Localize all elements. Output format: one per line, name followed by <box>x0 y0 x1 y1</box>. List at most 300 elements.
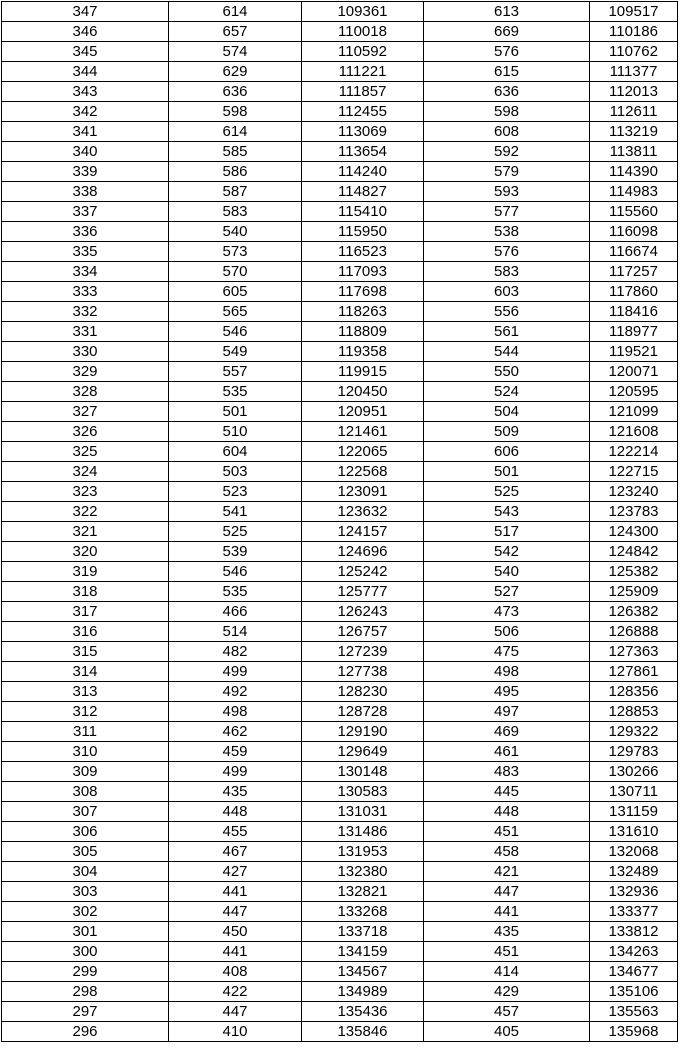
cumulative-cell-2: 135106 <box>590 982 678 1002</box>
cumulative-cell: 122568 <box>302 462 424 482</box>
cumulative-cell: 130148 <box>302 762 424 782</box>
cumulative-cell: 130583 <box>302 782 424 802</box>
cumulative-cell-2: 112013 <box>590 82 678 102</box>
count-cell-2: 506 <box>424 622 590 642</box>
score-cell: 315 <box>2 642 169 662</box>
score-cell: 307 <box>2 802 169 822</box>
score-cell: 302 <box>2 902 169 922</box>
cumulative-cell: 133268 <box>302 902 424 922</box>
cumulative-cell-2: 110762 <box>590 42 678 62</box>
count-cell: 514 <box>169 622 302 642</box>
cumulative-cell-2: 133812 <box>590 922 678 942</box>
table-row <box>2 1002 678 1022</box>
score-cell: 316 <box>2 622 169 642</box>
table-row <box>2 742 678 762</box>
count-cell-2: 550 <box>424 362 590 382</box>
count-cell-2: 473 <box>424 602 590 622</box>
cumulative-cell: 115410 <box>302 202 424 222</box>
cumulative-cell: 127239 <box>302 642 424 662</box>
count-cell-2: 603 <box>424 282 590 302</box>
cumulative-cell: 121461 <box>302 422 424 442</box>
cumulative-cell-2: 134263 <box>590 942 678 962</box>
count-cell-2: 435 <box>424 922 590 942</box>
table-row <box>2 282 678 302</box>
count-cell-2: 636 <box>424 82 590 102</box>
cumulative-cell: 113654 <box>302 142 424 162</box>
cumulative-cell-2: 120595 <box>590 382 678 402</box>
score-cell: 300 <box>2 942 169 962</box>
count-cell-2: 577 <box>424 202 590 222</box>
count-cell: 570 <box>169 262 302 282</box>
count-cell: 573 <box>169 242 302 262</box>
table-row <box>2 2 678 22</box>
count-cell-2: 421 <box>424 862 590 882</box>
count-cell: 499 <box>169 762 302 782</box>
count-cell: 565 <box>169 302 302 322</box>
count-cell: 503 <box>169 462 302 482</box>
cumulative-cell: 128728 <box>302 702 424 722</box>
score-cell: 340 <box>2 142 169 162</box>
cumulative-cell: 110018 <box>302 22 424 42</box>
count-cell: 459 <box>169 742 302 762</box>
count-cell: 447 <box>169 1002 302 1022</box>
count-cell: 657 <box>169 22 302 42</box>
score-cell: 322 <box>2 502 169 522</box>
count-cell: 629 <box>169 62 302 82</box>
cumulative-cell-2: 122715 <box>590 462 678 482</box>
cumulative-cell: 132821 <box>302 882 424 902</box>
table-row <box>2 142 678 162</box>
cumulative-cell-2: 117860 <box>590 282 678 302</box>
cumulative-cell-2: 121099 <box>590 402 678 422</box>
cumulative-cell: 111857 <box>302 82 424 102</box>
table-row <box>2 342 678 362</box>
score-cell: 324 <box>2 462 169 482</box>
cumulative-cell-2: 115560 <box>590 202 678 222</box>
count-cell-2: 583 <box>424 262 590 282</box>
cumulative-cell: 134989 <box>302 982 424 1002</box>
table-row <box>2 662 678 682</box>
count-cell-2: 592 <box>424 142 590 162</box>
table-row <box>2 462 678 482</box>
cumulative-cell: 114827 <box>302 182 424 202</box>
table-row <box>2 822 678 842</box>
cumulative-cell-2: 133377 <box>590 902 678 922</box>
cumulative-cell: 118809 <box>302 322 424 342</box>
count-cell-2: 461 <box>424 742 590 762</box>
cumulative-cell-2: 130266 <box>590 762 678 782</box>
count-cell: 510 <box>169 422 302 442</box>
cumulative-cell: 129649 <box>302 742 424 762</box>
table-row <box>2 862 678 882</box>
table-row <box>2 602 678 622</box>
count-cell: 539 <box>169 542 302 562</box>
cumulative-cell-2: 112611 <box>590 102 678 122</box>
cumulative-cell-2: 135563 <box>590 1002 678 1022</box>
count-cell-2: 501 <box>424 462 590 482</box>
cumulative-cell-2: 113811 <box>590 142 678 162</box>
cumulative-cell: 134159 <box>302 942 424 962</box>
count-cell-2: 483 <box>424 762 590 782</box>
count-cell: 410 <box>169 1022 302 1042</box>
score-cell: 329 <box>2 362 169 382</box>
cumulative-cell-2: 124300 <box>590 522 678 542</box>
count-cell: 450 <box>169 922 302 942</box>
cumulative-cell-2: 118416 <box>590 302 678 322</box>
cumulative-cell-2: 129322 <box>590 722 678 742</box>
cumulative-cell-2: 126888 <box>590 622 678 642</box>
count-cell: 636 <box>169 82 302 102</box>
cumulative-cell-2: 125382 <box>590 562 678 582</box>
score-cell: 323 <box>2 482 169 502</box>
count-cell-2: 615 <box>424 62 590 82</box>
count-cell: 422 <box>169 982 302 1002</box>
count-cell-2: 448 <box>424 802 590 822</box>
count-cell: 499 <box>169 662 302 682</box>
cumulative-cell: 133718 <box>302 922 424 942</box>
count-cell-2: 538 <box>424 222 590 242</box>
cumulative-cell-2: 127363 <box>590 642 678 662</box>
score-cell: 299 <box>2 962 169 982</box>
cumulative-cell: 120450 <box>302 382 424 402</box>
cumulative-cell-2: 126382 <box>590 602 678 622</box>
count-cell-2: 606 <box>424 442 590 462</box>
table-row <box>2 202 678 222</box>
count-cell-2: 527 <box>424 582 590 602</box>
count-cell: 441 <box>169 882 302 902</box>
cumulative-cell: 112455 <box>302 102 424 122</box>
cumulative-cell-2: 122214 <box>590 442 678 462</box>
cumulative-cell: 129190 <box>302 722 424 742</box>
count-cell: 455 <box>169 822 302 842</box>
cumulative-cell: 125777 <box>302 582 424 602</box>
count-cell: 501 <box>169 402 302 422</box>
score-cell: 331 <box>2 322 169 342</box>
count-cell: 525 <box>169 522 302 542</box>
cumulative-cell-2: 116098 <box>590 222 678 242</box>
cumulative-cell: 117698 <box>302 282 424 302</box>
table-row <box>2 942 678 962</box>
score-cell: 345 <box>2 42 169 62</box>
cumulative-cell: 132380 <box>302 862 424 882</box>
score-cell: 328 <box>2 382 169 402</box>
count-cell-2: 441 <box>424 902 590 922</box>
table-row <box>2 362 678 382</box>
cumulative-cell: 117093 <box>302 262 424 282</box>
count-cell: 535 <box>169 382 302 402</box>
cumulative-cell: 125242 <box>302 562 424 582</box>
table-row <box>2 502 678 522</box>
cumulative-cell: 123632 <box>302 502 424 522</box>
score-cell: 339 <box>2 162 169 182</box>
count-cell-2: 495 <box>424 682 590 702</box>
count-cell-2: 414 <box>424 962 590 982</box>
table-row <box>2 322 678 342</box>
score-cell: 333 <box>2 282 169 302</box>
cumulative-cell-2: 127861 <box>590 662 678 682</box>
count-cell-2: 598 <box>424 102 590 122</box>
count-cell: 447 <box>169 902 302 922</box>
count-cell: 614 <box>169 2 302 22</box>
table-row <box>2 522 678 542</box>
score-cell: 326 <box>2 422 169 442</box>
score-cell: 304 <box>2 862 169 882</box>
table-row <box>2 622 678 642</box>
cumulative-cell-2: 129783 <box>590 742 678 762</box>
count-cell: 482 <box>169 642 302 662</box>
cumulative-cell: 135846 <box>302 1022 424 1042</box>
cumulative-cell-2: 118977 <box>590 322 678 342</box>
cumulative-cell-2: 117257 <box>590 262 678 282</box>
score-cell: 335 <box>2 242 169 262</box>
score-cell: 346 <box>2 22 169 42</box>
score-cell: 347 <box>2 2 169 22</box>
table-row <box>2 102 678 122</box>
count-cell-2: 405 <box>424 1022 590 1042</box>
count-cell-2: 457 <box>424 1002 590 1022</box>
cumulative-cell-2: 131159 <box>590 802 678 822</box>
cumulative-cell: 115950 <box>302 222 424 242</box>
cumulative-cell-2: 120071 <box>590 362 678 382</box>
cumulative-cell-2: 123240 <box>590 482 678 502</box>
cumulative-cell-2: 119521 <box>590 342 678 362</box>
score-cell: 311 <box>2 722 169 742</box>
cumulative-cell-2: 114983 <box>590 182 678 202</box>
count-cell: 467 <box>169 842 302 862</box>
count-cell-2: 517 <box>424 522 590 542</box>
cumulative-cell: 131953 <box>302 842 424 862</box>
score-cell: 301 <box>2 922 169 942</box>
table-row <box>2 722 678 742</box>
table-row <box>2 642 678 662</box>
table-row <box>2 922 678 942</box>
count-cell-2: 498 <box>424 662 590 682</box>
count-cell-2: 451 <box>424 822 590 842</box>
count-cell: 583 <box>169 202 302 222</box>
score-cell: 318 <box>2 582 169 602</box>
count-cell: 435 <box>169 782 302 802</box>
count-cell: 466 <box>169 602 302 622</box>
cumulative-cell: 135436 <box>302 1002 424 1022</box>
cumulative-cell: 134567 <box>302 962 424 982</box>
table-row <box>2 702 678 722</box>
score-cell: 314 <box>2 662 169 682</box>
count-cell-2: 469 <box>424 722 590 742</box>
count-cell-2: 613 <box>424 2 590 22</box>
count-cell-2: 451 <box>424 942 590 962</box>
score-cell: 306 <box>2 822 169 842</box>
score-cell: 317 <box>2 602 169 622</box>
count-cell-2: 593 <box>424 182 590 202</box>
score-cell: 341 <box>2 122 169 142</box>
score-cell: 325 <box>2 442 169 462</box>
table-row <box>2 582 678 602</box>
cumulative-cell-2: 134677 <box>590 962 678 982</box>
table-row <box>2 542 678 562</box>
score-cell: 319 <box>2 562 169 582</box>
table-row <box>2 222 678 242</box>
score-cell: 337 <box>2 202 169 222</box>
count-cell: 448 <box>169 802 302 822</box>
count-cell: 605 <box>169 282 302 302</box>
cumulative-cell-2: 125909 <box>590 582 678 602</box>
count-cell-2: 608 <box>424 122 590 142</box>
cumulative-cell: 124696 <box>302 542 424 562</box>
cumulative-cell-2: 123783 <box>590 502 678 522</box>
count-cell: 586 <box>169 162 302 182</box>
table-row <box>2 422 678 442</box>
count-cell: 523 <box>169 482 302 502</box>
table-row <box>2 262 678 282</box>
score-cell: 334 <box>2 262 169 282</box>
count-cell: 540 <box>169 222 302 242</box>
count-cell: 492 <box>169 682 302 702</box>
count-cell-2: 497 <box>424 702 590 722</box>
table-row <box>2 62 678 82</box>
score-cell: 298 <box>2 982 169 1002</box>
count-cell-2: 447 <box>424 882 590 902</box>
count-cell-2: 429 <box>424 982 590 1002</box>
cumulative-cell-2: 124842 <box>590 542 678 562</box>
table-row <box>2 122 678 142</box>
score-cell: 305 <box>2 842 169 862</box>
count-cell: 441 <box>169 942 302 962</box>
count-cell: 574 <box>169 42 302 62</box>
cumulative-cell-2: 111377 <box>590 62 678 82</box>
cumulative-cell-2: 113219 <box>590 122 678 142</box>
cumulative-cell: 127738 <box>302 662 424 682</box>
count-cell: 546 <box>169 322 302 342</box>
score-cell: 308 <box>2 782 169 802</box>
cumulative-cell: 128230 <box>302 682 424 702</box>
count-cell: 587 <box>169 182 302 202</box>
cumulative-cell-2: 109517 <box>590 2 678 22</box>
score-cell: 332 <box>2 302 169 322</box>
count-cell: 604 <box>169 442 302 462</box>
cumulative-cell: 126757 <box>302 622 424 642</box>
cumulative-cell-2: 128356 <box>590 682 678 702</box>
count-cell-2: 504 <box>424 402 590 422</box>
table-row <box>2 302 678 322</box>
cumulative-cell: 123091 <box>302 482 424 502</box>
cumulative-cell: 120951 <box>302 402 424 422</box>
count-cell-2: 445 <box>424 782 590 802</box>
table-row <box>2 902 678 922</box>
count-cell: 408 <box>169 962 302 982</box>
table-row <box>2 842 678 862</box>
count-cell: 557 <box>169 362 302 382</box>
cumulative-cell: 113069 <box>302 122 424 142</box>
cumulative-cell-2: 110186 <box>590 22 678 42</box>
score-table-body <box>2 2 678 1042</box>
score-cell: 312 <box>2 702 169 722</box>
cumulative-cell: 111221 <box>302 62 424 82</box>
count-cell: 549 <box>169 342 302 362</box>
table-row <box>2 1022 678 1042</box>
score-cell: 313 <box>2 682 169 702</box>
table-row <box>2 22 678 42</box>
cumulative-cell: 122065 <box>302 442 424 462</box>
count-cell: 614 <box>169 122 302 142</box>
count-cell-2: 525 <box>424 482 590 502</box>
cumulative-cell-2: 128853 <box>590 702 678 722</box>
cumulative-cell: 119915 <box>302 362 424 382</box>
score-cell: 327 <box>2 402 169 422</box>
table-row <box>2 242 678 262</box>
count-cell-2: 475 <box>424 642 590 662</box>
cumulative-cell-2: 116674 <box>590 242 678 262</box>
table-row <box>2 442 678 462</box>
cumulative-cell: 109361 <box>302 2 424 22</box>
count-cell-2: 509 <box>424 422 590 442</box>
score-cell: 336 <box>2 222 169 242</box>
cumulative-cell: 110592 <box>302 42 424 62</box>
table-row <box>2 782 678 802</box>
cumulative-cell: 116523 <box>302 242 424 262</box>
score-cell: 338 <box>2 182 169 202</box>
score-cell: 342 <box>2 102 169 122</box>
score-cell: 310 <box>2 742 169 762</box>
cumulative-cell-2: 131610 <box>590 822 678 842</box>
table-row <box>2 42 678 62</box>
table-row <box>2 882 678 902</box>
count-cell: 585 <box>169 142 302 162</box>
count-cell: 427 <box>169 862 302 882</box>
score-cell: 297 <box>2 1002 169 1022</box>
cumulative-cell-2: 135968 <box>590 1022 678 1042</box>
table-row <box>2 82 678 102</box>
cumulative-cell: 126243 <box>302 602 424 622</box>
count-cell-2: 561 <box>424 322 590 342</box>
cumulative-cell-2: 121608 <box>590 422 678 442</box>
table-row <box>2 802 678 822</box>
table-row <box>2 382 678 402</box>
cumulative-cell: 131031 <box>302 802 424 822</box>
table-row <box>2 482 678 502</box>
count-cell-2: 540 <box>424 562 590 582</box>
count-cell-2: 543 <box>424 502 590 522</box>
score-cell: 330 <box>2 342 169 362</box>
score-cell: 309 <box>2 762 169 782</box>
count-cell-2: 542 <box>424 542 590 562</box>
count-cell: 541 <box>169 502 302 522</box>
cumulative-cell: 131486 <box>302 822 424 842</box>
cumulative-cell: 124157 <box>302 522 424 542</box>
count-cell: 546 <box>169 562 302 582</box>
score-cell: 303 <box>2 882 169 902</box>
table-row <box>2 402 678 422</box>
count-cell-2: 576 <box>424 242 590 262</box>
cumulative-cell-2: 132068 <box>590 842 678 862</box>
score-cell: 343 <box>2 82 169 102</box>
score-cell: 344 <box>2 62 169 82</box>
cumulative-cell-2: 114390 <box>590 162 678 182</box>
score-cell: 321 <box>2 522 169 542</box>
count-cell-2: 544 <box>424 342 590 362</box>
count-cell: 598 <box>169 102 302 122</box>
table-row <box>2 162 678 182</box>
cumulative-cell: 118263 <box>302 302 424 322</box>
table-row <box>2 682 678 702</box>
table-row <box>2 962 678 982</box>
count-cell-2: 458 <box>424 842 590 862</box>
count-cell-2: 524 <box>424 382 590 402</box>
count-cell-2: 556 <box>424 302 590 322</box>
score-cell: 320 <box>2 542 169 562</box>
table-row <box>2 762 678 782</box>
cumulative-cell: 114240 <box>302 162 424 182</box>
count-cell: 535 <box>169 582 302 602</box>
